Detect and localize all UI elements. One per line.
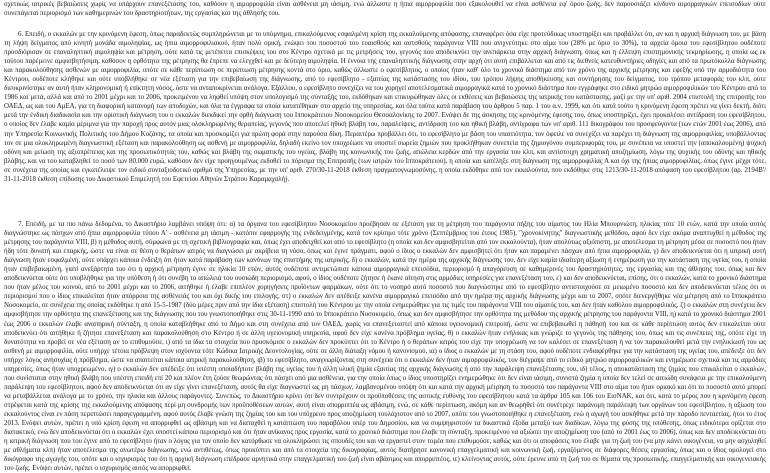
paragraph-7: 7. Επειδή, με τα πιο πάνω δεδομένα, το Δικαστήριο λαμβάνει υπόψη ότι: α) τα όργανα του εφεσίβλητου Νοσοκομείου προέβησαν σε εξέταση για τη μέτρηση του παράγοντα πήξης του αίματος του Ηλία Μπουρνιώτη, ηλικίας τότε 10 ετών, κατά την οποία αυτός διαγνώστηκε ως πάσχων από ήπια αιμορροφιλία τύπου Α' - ασθένεια μη ιάσιμη - κατόπιν εφαρμογής της ενδεδειγμένης, κατά τον κρίσιμο τότε χρόνο (Σεπτέμβριος του έτους 1985), "χρονοκίνητης" διαγνωστικής μεθόδου, αφού δεν είχε ακόμα αναπτυχθεί η μέθοδος της μέτρησης του παράγοντα VIII, β) η μέθοδος αυτή, σύμφωνα με τη σχετική βιβλιογραφία και, όπως έχει αποδειχθεί και από το εφεσίβλητο (η οποία και δεν αμφισβητείται από τον εκκαλούντα), ήταν απολύτως αξιόπιστη, με αποτέλεσμα τη μέτρηση μέσα σε ποσοστό που ήταν ήδη τότε δυνατή και επαρκής, ώστε να είναι σε θέση ο θεράπων ιατρός να διαγνώσει με ακρίβεια τη νόσο, όπως και έγινε πράγματι, αφού ο ίδιος ο εκκαλών δεν αμφισβητεί ότι ήταν και παραμένει πάσχων από ήπια αιμορροφιλία, γ) δεν αποδεικνύεται ότι η ιατρική αυτή διάγνωση ήταν εσφαλμένη, ούτε υπάρχει κάποια ένδειξη ότι ήταν κατά παράβαση των κανόνων της επιστήμης της ιατρικής, δ) ο εκκαλών, κατά την ημέρα της αρχικής διάγνωσης του, δεν είχε καμία ιδιαίτερη αξίωση ή ενημέρωση για την κατάσταση της υγείας του, η οποία ήταν επιβεβαιωμένη, γιατί ανεξάρτητα του ότι η αρχική μέτρηση έγινε σε ηλικία 10 ετών, αυτός ουδέποτε αντιμετώπισε κάποια αιμορραγικά επεισόδια, περιορισμό ή απαγόρευση σε καθημερινές του δραστηριότητες, της εργασίας και της άθλησης του, όπως και δεν αποδεικνύεται ούτε ότι υποβλήθηκε για την υπόθεση ή ότι συνέβη το απώλειά του ουσιώδη περιορισμό, αφού, ο ίδιος ουδέποτε ζήτησε ή έκανε αίτηση στις αρμόδιες υπηρεσίες για επανεξέταση του, ε) και δεν αποδεικνύεται, επίσης, ότι ο εκκαλών, κατά το χρονικό διάστημα που ήταν μέλος του κοινού, από το 2001 μέχρι και το 2006, αιτήθηκε ή έλαβε επιπλέον χορηγήσεις προϊόντων φαρμάκων, ούτε ότι το νοσηρό αυτό ποσοστό που διαγνώστηκε από το εφεσίβλητο αντιστοιχούσε σε μειωμένο ποσοστό και δεν αποδεικνύεται τέλος ότι οι περιορισμοί που ο ίδιος επικαλείται ήταν απόρροια της ασθένειάς του και όχι δικής του επιλογής, στ) ο εκκαλών δεν απέδειξε κανένα αιμορραγικό επεισόδιο από την ημέρα της αρχικής διάγνωσης μέχρι και το 2007, οπότε διενεργήθηκε νέα μέτρηση από το Ιπποκράτειο Νοσοκομείο, σε συνέχεια της οποίας εκδόθηκε η από 15-5-1987 (δύο μέρες πριν από την ίδια εξέταση) επιστολή του Κέντρου με την οποία ενημερώθηκε για τις τιμές του παράγοντα VIII του αίματός του, και δεν ήταν καθόλου αιμορροφιλικός, ζ) ο εκκαλών στη συνέχεια δεν αμφισβήτησε την ορθότητα της επανεξέτασης και της διάγνωσης που του γνωστοποιήθηκε στις 30-11-1990 από το Ιπποκράτειο Νοσοκομείο, όπως και δεν αμφισβήτησε την ορθότητα της μεθόδου της αρχικής μέτρησης του παράγοντα VIII, η) κατά το χρονικό διάστημα 2001 έως 2006 ο εκκαλών έλαβε αναπηρική σύνταξη, η οποία καταβλήθηκε από το Δήμο και στη συνέχεια από τον ΟΑΕΔ, χωρίς να επανεξεταστεί από κάποια υγειονομική επιτροπή, ώστε να επιβεβαιωθεί η πάθησή του και σε κάθε περίπτωση αυτός δεν επικαλείται ούτε αποδεικνύει ότι αιτήθηκε ή ζήτησε επανεξέταση και παρακολούθηση στο Κέντρο ή σε άλλη υγειονομική υπηρεσία, αφού δεν είχε κανένα πρόβλημα υγείας, θ) ο εκκαλών ήταν ενήλικας και γνώριζε το γεγονός της πάθησης του, όπως και τις συνέπειες της, οπότε είχε τη δυνατότητα να προβεί σε νέα εξέταση αν το επιθυμούσε, ι) από τα ίδια τα στοιχεία που προσκόμισε ο εκκαλών δεν προκύπτει ότι το Κέντρο ή ο θεράπων ιατρός του είχε την υποχρέωση να τον καλέσει σε επανεξέταση ή να τον παρακολουθεί μετά την ενηλικίωσή του ως ασθενή με αιμορροφιλία, ούτε υπήρχε τέτοια πρόβλεψη στον ισχύοντα τότε Κώδικα Ιατρικής Δεοντολογίας, ούτε σε άλλη διάταξη νόμου ή κανονισμού, ια) ο ίδιος ο εκκαλών με τη στάση του, αφού ουδέποτε ενδιαφέρθηκε για την κατάσταση της υγείας του, απέδειξε ότι δεν υπήρχε λόγος ανησυχίας ή πρόβλημα, ώστε να απαιτείται κάποια ιατρική παρακολούθηση, ιβ) το εφεσίβλητο, αναγνωρίζοντας στη συνέχεια ότι ο εκκαλών δεν ήταν αιμορροφιλικός, τον διέγραψε από το ειδικό μητρώο αιμορροφιλικών και ενημέρωσε σχετικά και τις αρμόδιες υπηρεσίες, όπως ήταν υποχρεωμένο, ιγ) ο εκκαλών δεν απέδειξε ότι υπέστη οποιαδήποτε βλάβη της υγείας του ή άλλη υλική ζημία εξαιτίας της αρχικής διάγνωσης ή από την παράλειψη επανεξέτασης του, ιδ) τέλος, η αποκατάσταση της ζημίας που επικαλείται ο εκκαλών, που συνίσταται στην ηθική βλάβη που υπέστη επειδή επί 20 και πλέον έτη ζούσε θεωρώντας ότι πάσχει από μια ασθένεια, για την οποία όπως ο ίδιος υποστηρίζει ενημερώθηκε ότι δεν είναι ιάσιμη, συνιστά ζημία η οποία δεν τελεί σε αιτιώδη συνάφεια με την επικαλούμενη παράλειψη του εφεσίβλητου, αφού δεν αποδεικνύεται ότι αν είχε γίνει επανεξέταση, αυτός θα είχε διαγνωστεί ως μη πάσχων, λαμβανομένου υπόψη ότι και κατά την αρχική μέτρηση το ποσοστό του παράγοντα VIII στο αίμα του ήταν οριακό και ότι το ποσοστό αυτό μπορεί να μεταβάλλεται ανάλογα με το χρόνο, την ηλικία και άλλους παράγοντες. Συνεπώς, το Δικαστήριο κρίνει ότι δεν συντρέχουν οι προϋποθέσεις της αστικής ευθύνης του εφεσίβλητου κατά τα άρθρα 105 και 106 του ΕισΝΑΚ, και ότι, κατά το μέρος που η κρινόμενη έφεση στρέφεται κατά της κρίσης της εκκαλούμενης απόφασης περί μη συνδρομής των προϋποθέσεων αυτών, αυτή είναι απορριπτέα ως αβάσιμη, ενώ, σε κάθε περίπτωση, ακόμη και αν θεωρηθεί ότι συνέτρεχε παράνομη παράλειψη των οργάνων του εφεσίβλητου, η αξίωση του εκκαλούντος είναι εν πάση περιπτώσει παραγεγραμμένη, αφού αυτός έλαβε γνώση της ζημίας του και του υπόχρεου προς αποζημίωση τουλάχιστον από το 2007, οπότε του γνωστοποιήθηκε η επανεξέταση, ενώ η αγωγή του ασκήθηκε μετά την πάροδο πενταετίας, ήτοι το έτος 2013. Ενόψει αυτών, πρέπει η υπό κρίση έφεση να απορριφθεί ως αβάσιμη και να διαταχθεί η κατάπτωση του παραβόλου υπέρ του Δημοσίου, και να συμψηφιστούν τα δικαστικά έξοδα μεταξύ των διαδίκων, λόγω της φύσης της υπόθεσης, όπως ειδικότερα ορίζεται στο διατακτικό, ενώ δεν αποδεικνύεται ότι ο εκκαλών έχει υποστεί κάποιο περιορισμό και ότι ήταν ανίκανος προς εργασία, κατά το χρονικό διάστημα που έλαβε τη σύνταξη, προκειμένου να αξιώσει την αποζημίωση του (από το 2001 έως το 2006), όπως και δεν αποδεικνύεται ότι η ιατρική διάγνωση που του έγινε από το εφεσίβλητο ήταν ο λόγος για τον οποίο δεν κατόρθωσε να ολοκληρώσει τις σπουδές του και να εργαστεί στον τομέα που επιθυμούσε, καθώς και ότι οι αποφάσεις που έλαβε για τη ζωή του (να μην κάνει οικογένεια, να μην ασχοληθεί με αθλήματα κλπ) ήταν αποτέλεσμα της ανωτέρω διάγνωσης, ενώ αντιθέτως, όπως προκύπτει και από τα στοιχεία της δικογραφίας, αυτός διατήρησε κανονική επαγγελματική και κοινωνική ζωή, εργαζόμενος σε διάφορες θέσεις εργασίας, όπως και ο ίδιος ομολογεί στο δικόγραφο της αγωγής του, οπότε και ο ισχυρισμός του ότι η αρχική διάγνωση επέδρασε αρνητικά στην επαγγελματική του ζωή είναι αβάσιμος και απορριπτέος, ιε) κλείνοντας αυτός, ούτε έρευνε από τη ζωή του σε θέματα της προσωπικής, επαγγελματικής και οικογενειακής του ζωής. Ενόψει αυτών, πρέπει ο ισχυρισμός αυτός να απορριφθεί. [4,221,766,473]
paragraph-continuation: σχετικώς ιατρικές βεβαιώσεις χωρίς να υπάρχουν επανεξέτασης του, καθόσον η αιμορροφιλία είναι ασθένεια μη ιάσιμη, ενώ άλλωστε η ήπια αιμορροφιλία που εξακολουθεί να είναι ασθένεια εφ' όρου ζωής, δεν παρουσιάζει κίνδυνο αιμορραγικών επεισοδίων ούτε συνεπάγεται περιορισμό των καθημερινών του δραστηριοτήτων, της εργασίας και της άθλησής του. [4,1,766,18]
paragraph-6: 6. Επειδή, ο εκκαλών με την κρινόμενη έφεση, όπως παραδεκτώς συμπληρώνεται με το υπόμνημα, επικαλούμενος εσφαλμένη κρίση της εκκαλούμενης απόφασης, επαναφέρει όσα είχε προτεύδικως υποστηρίξει και προβάλλει ότι, αν και η αρχική διάγνωση του, με βάση τη λήψη δείγματος από κινητή μονάδα αιμοληψίας, ως ήπια αιμορροφιλιακού, ήταν πολύ ορική, ενώψει του ποσοστού του ευαισθούς και αστσθούς παράγοντα VIII που ανιχνεύτηκε στο αίμα του (28% με όριο το 30%), τα αρχεία όμοια του εφεσίβλητου ουδέποτε προσδιόρισαν σε επαναληπτική αιμοληψία και μέτρηση, ούτε κατά τις μετέπειτα επισκέψεις του στο Κέντρο σχετικά με τις μετρήσεις του, γεγονός που αποδεικνύει την ανεπάρκεια στην αρχική διάγνωση, όπως και η έλλειψη επιστημονικής τεκμηρίωσης, η οποία ως εκ τούτου παρέμεινε αμφισβητήσιμη, καθόσον η ορθότητα της μέτρησης θα έπρεπε να ελεγχθεί και με δεύτερη αιμοληψία. Η έννοια της επαναληπτικής διάγνωσης στην αρχή ότι αυτή επιβάλλεται και από τις διεθνείς κατευθυντήριες οδηγίες και από τα πρωτόκολλα διάγνωσης και παρακολούθησης ασθενών με αιμορροφιλία, οπότε σε κάθε περίπτωση σε περίπτωση μέτρησης κοντά στο όριο, καθώς άλλωστε ο εφεσίβλητος, ο οποίος ήταν καθ' όλο το χρονικό διάστημα από τον χρόνο της αρχικής μέτρησης και εφεξής υπό την αρμοδιότητα του Κέντρου, ουδέποτε κλήθηκε και ούτε υποβλήθηκε σε νέα εξέταση για την επιβεβαίωση της διάγνωσης, από το εφεσίβλητο - εξαιτίας της κατάστασης του ιδίου, του τρόπου λήψης αποθήκευσης και συντήρησης του δείγματος, του τρόπου μεταφοράς του κλπ, ούτε διευκρινίστηκε αν αυτή ήταν κληρονομική ή επίκτητη νόσος, όστε να ανταποκρίνεται ανάλογα. Εξάλλου, ο εφεσίβλητο συνεχίζει να του χορηγεί αποτελεσματικά αιμορραγικά κατά το χρονικό διάστημα που εγγράφηκε στο ειδικό μητρώο αιμορροφιλικών του Κέντρου από το 1986 και μετά, αλλά και από το 2001 μέχρι και το 2006, προκειμένου να ληφθεί υπόψη στον υπολογισμό της σύνταξής του, εκδόθηκαν και επικυρώθηκαν όλες οι εκθέσεις και βεβαιώσεις της ιατρικής του κατάστασης, μαζί με την υπ' αριθ. 2004 επιστολή της επιτροπής του ΟΑΕΔ, ως και του ΑμΕΑ, για τη διαφορική κατανομή των αποδοχών, και όλα τα έγγραφα τα οποία κατατέθηκαν στο αρχείο της υπηρεσίας, και όλα ταύτα κατά παράβαση του άρθρου 5 παρ. 1 του α.ν. 1999, και ότι κατά τούτο η κρινόμενη έφεση πρέπει να γίνει δεκτή, διότι μετά την ένδικη διαδικασία και την οριστική διάγνωση του ο εκκαλών διεκδικεί την ορθή διάγνωση του Ιπποκράτειου Νοσοκομείου Θεσσαλονίκης το 2007. Ενόψει δε της άσκησης της κρινόμενης έφεσης του, όπως υποστηρίζει, έχει προκαλέσει αντίδραση του εφεσίβλητου, ο οποίος δεν έλαβε καμία μέριμνα για την παροχή προς αυτόν μιας ολοκληρωμένης θεραπείας, γεγονός που αποτελεί ηθική βλάβη του, παραλείψεις, αντίδραση του και ηθική βλάβη, αντίγραφα των υπ' αριθ. 111 δικογράφου του προσφεύγοντα (των ετών 2001 έως 2006), από την Υπηρεσία Κοινωνικής Πολιτικής του Δήμου Κοζάνης, τα οποία και προσκομίζει για πρώτη φορά στην παρούσα δίκη. Περαιτέρω προβάλλει ότι, το εφεσίβλητο με βάση του υπαιτιότητα, τον όφειλε να συνεχίζει να παρέχει τη διάγνωση της αιμορροφιλίας, υποβάλλοντας τον σε μια ολοκληρωμένη διαγνωστική εξέταση και παρακολούθηση ως ασθενή με αιμορροφιλία, δηλαδή εκείνο τον υποχρέωσε να υποστεί σωρεία ζημιών που προκλήθηκαν συνεπεία της ζημιογόνου συμπεριφοράς του, με συνέπεια να υποστεί την (αποκαλουμένη) ψυχική οδύνη και μείωση της αξιοπρέπειας και της προσωπικότητάς του, καθώς και βλάβη της σωματικής του υγείας, βλάβη της κοινωνικής του ζωής, απώλεια κερδών από την εργασία του κλπ, και αντίστοιχη χρηματική αποζημίωση, λόγω της ψυχικής του οδύνης και ηθικής βλάβης, και να του καταβληθεί το ποσό των 80.000 ευρώ, καθόσον δεν είχε προηγουμένως εκδοθεί το πόρισμα της Επιτροπής (των ιατρών του Ιπποκράτειου), η οποία και κατέληξε στη διάγνωση της αιμορροφιλίας Α και όχι της ήπιας αιμορροφιλίας, όπως έγινε μέχρι τότε, σε συνέχεια της οποίας και εγκατέλειψε τον ειδικό συνταξιοδοτικό αριθμό της Υπηρεσίας, με την υπ' αριθ. 270/30-11-2018 έκθεση πραγματογνωμοσύνης, η οποία εκδόθηκε από τον εκκαλούντα, που εκδόθηκε στις 1213/30-11-2018 απόφαση του εφεσίβλητου (αρ. 2194Β'/ 31-11-2018 έκθεση επίδοσης του Δικαστικού Επιμελητή του Εφετείου Αθηνών Στράτου Καραμαχαλή). [4,31,766,183]
